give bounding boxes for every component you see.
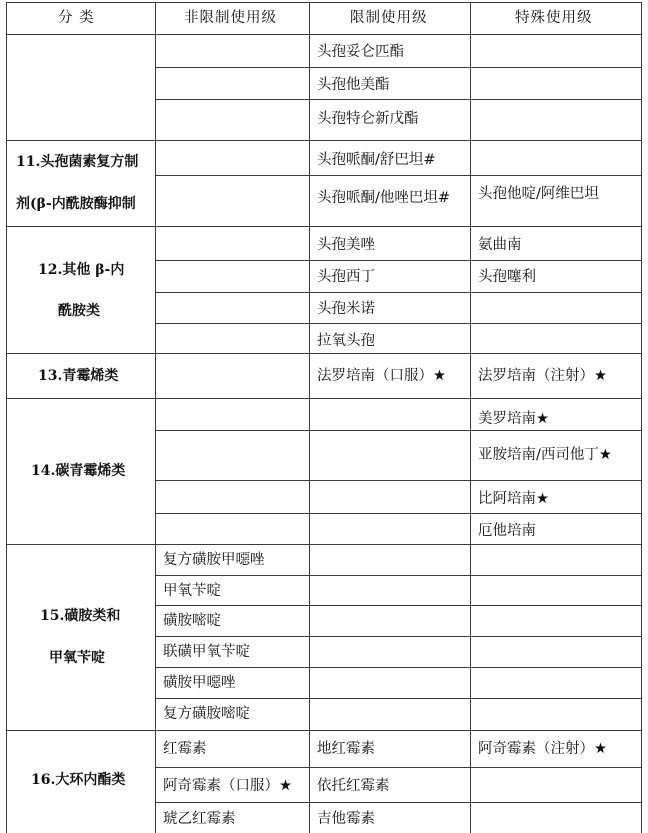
drug-special: 法罗培南（注射）★ bbox=[478, 368, 607, 384]
category-label: 16.大环内酯类 bbox=[31, 772, 126, 788]
category-label: 14.碳青霉烯类 bbox=[31, 463, 126, 479]
rule bbox=[155, 667, 642, 668]
rule bbox=[155, 430, 642, 431]
rule bbox=[155, 698, 642, 699]
rule bbox=[470, 2, 471, 833]
drug-unrestricted: 复方磺胺嘧啶 bbox=[163, 706, 250, 722]
drug-restricted: 头孢妥仑匹酯 bbox=[317, 44, 404, 60]
drug-special: 厄他培南 bbox=[478, 523, 536, 539]
drug-restricted: 吉他霉素 bbox=[317, 811, 375, 827]
rule bbox=[6, 34, 642, 35]
rule bbox=[155, 767, 642, 768]
drug-unrestricted: 磺胺嘧啶 bbox=[163, 613, 221, 629]
rule bbox=[6, 140, 642, 141]
rule bbox=[155, 513, 642, 514]
category-label: 15.磺胺类和 bbox=[40, 608, 121, 624]
category-label: 甲氧苄啶 bbox=[49, 650, 105, 666]
drug-restricted: 依托红霉素 bbox=[317, 778, 390, 794]
drug-unrestricted: 红霉素 bbox=[163, 741, 207, 757]
drug-unrestricted: 甲氧苄啶 bbox=[163, 583, 221, 599]
category-label: 13.青霉烯类 bbox=[38, 368, 119, 384]
drug-unrestricted: 阿奇霉素（口服）★ bbox=[163, 778, 292, 794]
drug-unrestricted: 复方磺胺甲噁唑 bbox=[163, 552, 265, 568]
rule bbox=[155, 480, 642, 481]
rule bbox=[155, 802, 642, 803]
rule bbox=[155, 99, 642, 100]
rule bbox=[155, 175, 642, 176]
drug-special: 氨曲南 bbox=[478, 237, 522, 253]
rule bbox=[641, 2, 642, 833]
rule bbox=[155, 67, 642, 68]
drug-unrestricted: 联磺甲氧苄啶 bbox=[163, 644, 250, 660]
drug-restricted: 地红霉素 bbox=[317, 741, 375, 757]
rule bbox=[155, 292, 642, 293]
rule bbox=[6, 730, 642, 731]
rule bbox=[309, 2, 310, 833]
drug-restricted: 头孢美唑 bbox=[317, 237, 375, 253]
drug-special: 亚胺培南/西司他丁★ bbox=[478, 447, 612, 463]
drug-restricted: 法罗培南（口服）★ bbox=[317, 368, 446, 384]
rule bbox=[155, 636, 642, 637]
header-unrestricted: 非限制使用级 bbox=[184, 10, 277, 26]
rule bbox=[155, 575, 642, 576]
category-label: 剂(β-内酰胺酶抑制 bbox=[16, 196, 136, 212]
header-special: 特殊使用级 bbox=[515, 10, 593, 26]
category-label: 酰胺类 bbox=[58, 303, 100, 319]
rule bbox=[6, 2, 642, 3]
rule bbox=[6, 353, 642, 354]
rule bbox=[6, 398, 642, 399]
drug-unrestricted: 磺胺甲噁唑 bbox=[163, 675, 236, 691]
header-category: 分 类 bbox=[58, 10, 95, 26]
drug-restricted: 头孢特仑新戊酯 bbox=[317, 111, 419, 127]
rule bbox=[155, 323, 642, 324]
rule bbox=[155, 605, 642, 606]
drug-special: 比阿培南★ bbox=[478, 491, 549, 507]
rule bbox=[6, 544, 642, 545]
category-label: 11.头孢菌素复方制 bbox=[16, 154, 139, 170]
drug-restricted: 头孢哌酮/他唑巴坦# bbox=[317, 190, 451, 206]
drug-restricted: 头孢他美酯 bbox=[317, 77, 390, 93]
drug-special: 美罗培南★ bbox=[478, 411, 549, 427]
rule bbox=[155, 2, 156, 833]
drug-special: 头孢他啶/阿维巴坦 bbox=[478, 186, 599, 202]
drug-unrestricted: 琥乙红霉素 bbox=[163, 811, 236, 827]
rule bbox=[6, 226, 642, 227]
drug-restricted: 拉氧头孢 bbox=[317, 333, 375, 349]
drug-special: 阿奇霉素（注射）★ bbox=[478, 741, 607, 757]
drug-restricted: 头孢西丁 bbox=[317, 269, 375, 285]
header-restricted: 限制使用级 bbox=[350, 10, 428, 26]
rule bbox=[155, 260, 642, 261]
drug-restricted: 头孢哌酮/舒巴坦# bbox=[317, 152, 436, 168]
category-label: 12.其他 β-内 bbox=[38, 262, 125, 278]
drug-special: 头孢噻利 bbox=[478, 269, 536, 285]
drug-restricted: 头孢米诺 bbox=[317, 301, 375, 317]
rule bbox=[6, 2, 7, 833]
